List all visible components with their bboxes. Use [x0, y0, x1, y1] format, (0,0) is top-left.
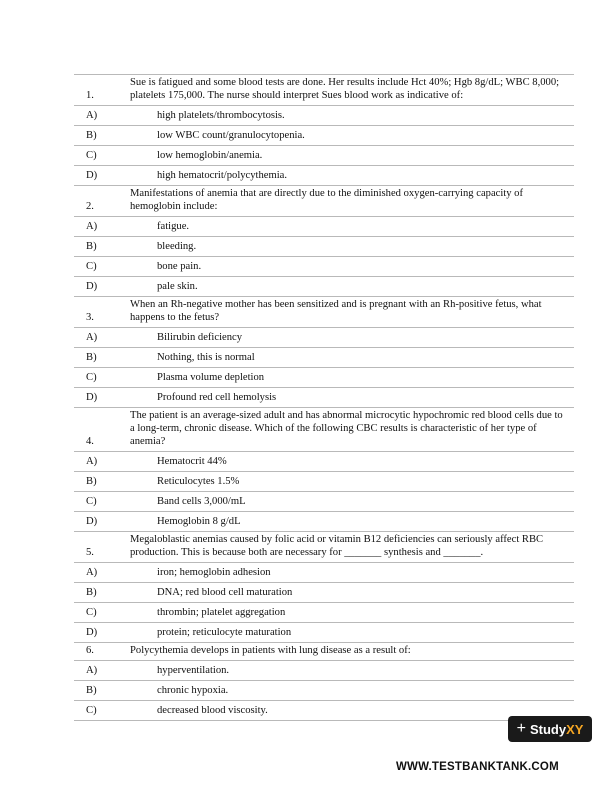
option-text: thrombin; platelet aggregation: [157, 607, 286, 618]
option-text: fatigue.: [157, 221, 190, 232]
answer-option: [74, 492, 574, 512]
answer-option: [74, 277, 574, 297]
option-letter: D): [86, 281, 98, 292]
question-stem: Sue is fatigued and some blood tests are done. Her results include Hct 40%; Hgb 8g/dL; WBC 8,000; platelets 175,000. The nurse should interpret Sues blood work as indicative of:: [130, 77, 560, 101]
question-stem: When an Rh-negative mother has been sensitized and is pregnant with an Rh-positive fetus, what happens to the fetus?: [130, 299, 542, 323]
question-row: [74, 297, 574, 328]
option-text: bleeding.: [157, 241, 197, 252]
option-text: Reticulocytes 1.5%: [157, 476, 240, 487]
option-letter: C): [86, 496, 97, 507]
answer-option: [74, 237, 574, 257]
answer-option: [74, 603, 574, 623]
option-text: decreased blood viscosity.: [157, 705, 268, 716]
option-text: Band cells 3,000/mL: [157, 496, 246, 507]
option-text: Nothing, this is normal: [157, 352, 255, 363]
option-text: Bilirubin deficiency: [157, 332, 243, 343]
option-text: Hematocrit 44%: [157, 456, 227, 467]
answer-option: [74, 257, 574, 277]
option-letter: A): [86, 456, 98, 467]
option-text: Hemoglobin 8 g/dL: [157, 516, 241, 527]
option-text: bone pain.: [157, 261, 202, 272]
question-row: [74, 408, 574, 452]
option-letter: C): [86, 372, 97, 383]
option-letter: A): [86, 567, 98, 578]
question-4: [74, 408, 574, 532]
option-letter: C): [86, 150, 97, 161]
answer-option: [74, 126, 574, 146]
question-6: [74, 643, 574, 721]
question-number: 3.: [86, 312, 94, 323]
question-3: [74, 297, 574, 408]
answer-option: [74, 146, 574, 166]
option-letter: C): [86, 261, 97, 272]
option-letter: D): [86, 516, 98, 527]
option-text: low hemoglobin/anemia.: [157, 150, 263, 161]
option-letter: B): [86, 241, 97, 252]
option-letter: B): [86, 476, 97, 487]
option-letter: B): [86, 352, 97, 363]
brand-name: [530, 722, 583, 737]
option-letter: D): [86, 392, 98, 403]
answer-option: [74, 368, 574, 388]
answer-option: [74, 348, 574, 368]
plus-icon: +: [516, 720, 526, 737]
option-letter: D): [86, 170, 98, 181]
answer-option: [74, 701, 574, 721]
question-list: [74, 74, 574, 721]
option-text: hyperventilation.: [157, 665, 230, 676]
question-row: [74, 186, 574, 217]
option-text: DNA; red blood cell maturation: [157, 587, 293, 598]
question-row: [74, 643, 574, 661]
question-row: [74, 75, 574, 106]
question-stem: Polycythemia develops in patients with lung disease as a result of:: [130, 645, 411, 656]
answer-option: [74, 217, 574, 237]
option-text: Profound red cell hemolysis: [157, 392, 277, 403]
option-text: pale skin.: [157, 281, 198, 292]
answer-option: [74, 623, 574, 643]
option-letter: A): [86, 221, 98, 232]
option-letter: C): [86, 607, 97, 618]
footer-site-url[interactable]: WWW.TESTBANKTANK.COM: [396, 761, 559, 773]
question-number: 5.: [86, 547, 94, 558]
answer-option: [74, 106, 574, 126]
option-letter: A): [86, 332, 98, 343]
option-letter: B): [86, 685, 97, 696]
answer-option: [74, 166, 574, 186]
option-text: protein; reticulocyte maturation: [157, 627, 292, 638]
question-number: 2.: [86, 201, 94, 212]
answer-option: [74, 328, 574, 348]
option-letter: A): [86, 110, 98, 121]
question-number: 6.: [86, 645, 94, 656]
option-text: chronic hypoxia.: [157, 685, 229, 696]
question-stem: Megaloblastic anemias caused by folic acid or vitamin B12 deficiencies can seriously affect RBC production. This is because both are necessary for _______ synthesis and _______.: [130, 534, 544, 558]
question-number: 1.: [86, 90, 94, 101]
option-text: Plasma volume depletion: [157, 372, 265, 383]
studyxy-badge[interactable]: [508, 716, 592, 742]
option-letter: D): [86, 627, 98, 638]
brand-name-main: Study: [529, 721, 567, 737]
answer-option: [74, 661, 574, 681]
question-5: [74, 532, 574, 643]
option-letter: C): [86, 705, 97, 716]
brand-name-accent: XY: [566, 721, 584, 737]
question-stem: The patient is an average-sized adult and has abnormal microcytic hypochromic red blood cells due to a long-term, chronic disease. Which of the following CBC results is characteristic of her type of anemia?: [130, 410, 563, 447]
answer-option: [74, 472, 574, 492]
answer-option: [74, 681, 574, 701]
answer-option: [74, 563, 574, 583]
question-stem: Manifestations of anemia that are directly due to the diminished oxygen-carrying capacity of hemoglobin include:: [130, 188, 524, 212]
answer-option: [74, 512, 574, 532]
answer-option: [74, 583, 574, 603]
option-letter: A): [86, 665, 98, 676]
option-letter: B): [86, 130, 97, 141]
option-text: high platelets/thrombocytosis.: [157, 110, 285, 121]
option-letter: B): [86, 587, 97, 598]
question-row: [74, 532, 574, 563]
option-text: low WBC count/granulocytopenia.: [157, 130, 305, 141]
question-1: [74, 74, 574, 186]
question-number: 4.: [86, 436, 94, 447]
question-2: [74, 186, 574, 297]
option-text: iron; hemoglobin adhesion: [157, 567, 271, 578]
option-text: high hematocrit/polycythemia.: [157, 170, 288, 181]
answer-option: [74, 452, 574, 472]
answer-option: [74, 388, 574, 408]
